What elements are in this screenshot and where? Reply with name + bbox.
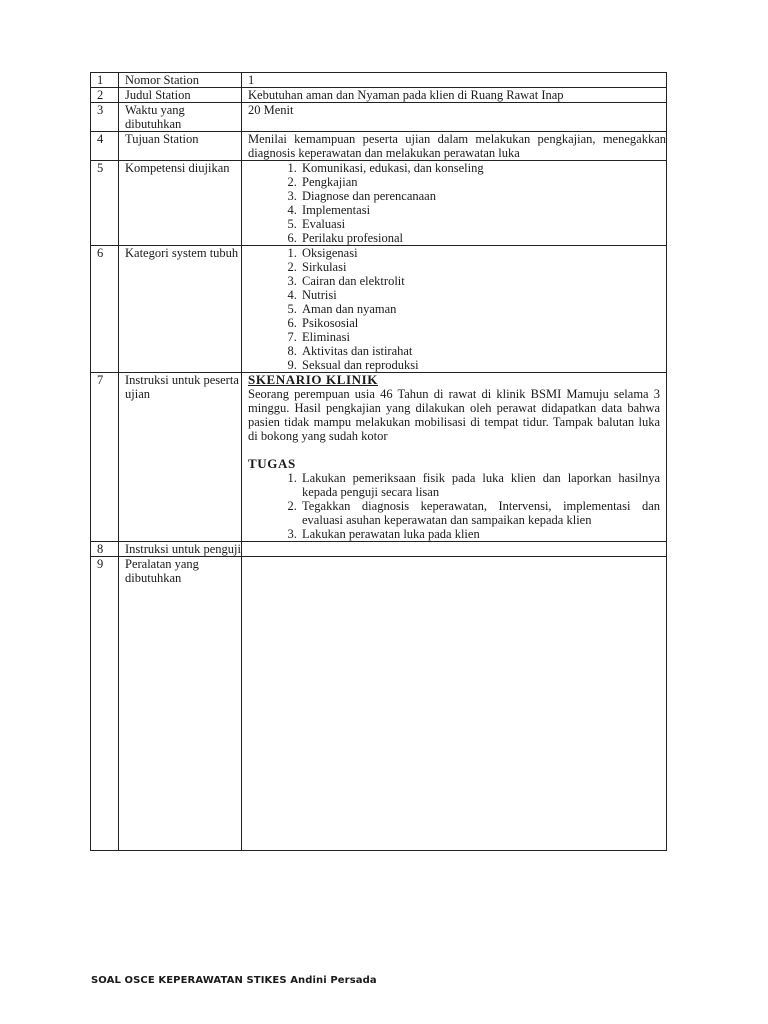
table-row: [91, 557, 667, 851]
list-item: 2. Sirkulasi: [300, 260, 666, 274]
body-system-list-cell: [242, 246, 667, 373]
row-label: Judul Station: [119, 88, 242, 103]
row-label: Instruksi untuk peserta ujian: [119, 373, 242, 542]
row-label: Instruksi untuk penguji: [119, 542, 242, 557]
row-label: Tujuan Station: [119, 132, 242, 161]
table-row: [91, 161, 667, 246]
list-item: 1. Lakukan pemeriksaan fisik pada luka klien dan laporkan hasilnya kepada penguji secara lisan: [300, 471, 666, 499]
competency-list: [248, 161, 666, 245]
row-label: Peralatan yang dibutuhkan: [119, 557, 242, 851]
scenario-text: Seorang perempuan usia 46 Tahun di rawat di klinik BSMI Mamuju selama 3 minggu. Hasil pengkajian yang dilakukan oleh perawat didapatkan data bahwa pasien tidak mampu melakukan mobilisasi di tempat tidur. Tampak balutan luka di bokong yang sudah kotor: [248, 387, 660, 443]
list-item: 6. Psikososial: [300, 316, 666, 330]
row-label: Nomor Station: [119, 73, 242, 88]
row-number: 9: [91, 557, 119, 851]
table-row: [91, 246, 667, 373]
row-number: 7: [91, 373, 119, 542]
body-system-list: [248, 246, 666, 372]
list-item: 3. Diagnose dan perencanaan: [300, 189, 666, 203]
osce-station-table: [90, 72, 667, 851]
list-item: 5. Aman dan nyaman: [300, 302, 666, 316]
list-item: 5. Evaluasi: [300, 217, 666, 231]
row-label: Waktu yang dibutuhkan: [119, 103, 242, 132]
row-value: Kebutuhan aman dan Nyaman pada klien di Ruang Rawat Inap: [242, 88, 667, 103]
row-label: Kategori system tubuh: [119, 246, 242, 373]
row-number: 3: [91, 103, 119, 132]
row-value: [242, 542, 667, 557]
row-number: 1: [91, 73, 119, 88]
row-label: Kompetensi diujikan: [119, 161, 242, 246]
row-number: 6: [91, 246, 119, 373]
list-item: 4. Implementasi: [300, 203, 666, 217]
row-number: 2: [91, 88, 119, 103]
list-item: 6. Perilaku profesional: [300, 231, 666, 245]
row-number: 5: [91, 161, 119, 246]
row-number: 4: [91, 132, 119, 161]
table-row: [91, 103, 667, 132]
list-item: 1. Oksigenasi: [300, 246, 666, 260]
list-item: 8. Aktivitas dan istirahat: [300, 344, 666, 358]
task-list: [248, 471, 666, 541]
row-value: [242, 557, 667, 851]
table-row: [91, 542, 667, 557]
page-footer: SOAL OSCE KEPERAWATAN STIKES Andini Persada: [91, 975, 377, 986]
list-item: 9. Seksual dan reproduksi: [300, 358, 666, 372]
task-heading: TUGAS: [248, 456, 296, 471]
list-item: 1. Komunikasi, edukasi, dan konseling: [300, 161, 666, 175]
competency-list-cell: [242, 161, 667, 246]
table-row: [91, 132, 667, 161]
table-row: [91, 373, 667, 542]
row-value: 20 Menit: [242, 103, 667, 132]
table-row: [91, 88, 667, 103]
list-item: 2. Pengkajian: [300, 175, 666, 189]
table-row: [91, 73, 667, 88]
list-item: 3. Cairan dan elektrolit: [300, 274, 666, 288]
row-value: 1: [242, 73, 667, 88]
scenario-heading: SKENARIO KLINIK: [248, 372, 378, 387]
row-number: 8: [91, 542, 119, 557]
list-item: 2. Tegakkan diagnosis keperawatan, Intervensi, implementasi dan evaluasi asuhan keperawatan dan sampaikan kepada klien: [300, 499, 666, 527]
row-value: Menilai kemampuan peserta ujian dalam melakukan pengkajian, menegakkan diagnosis keperawatan dan melakukan perawatan luka: [242, 132, 667, 161]
participant-instructions-cell: [242, 373, 667, 542]
list-item: 3. Lakukan perawatan luka pada klien: [300, 527, 666, 541]
list-item: 4. Nutrisi: [300, 288, 666, 302]
list-item: 7. Eliminasi: [300, 330, 666, 344]
